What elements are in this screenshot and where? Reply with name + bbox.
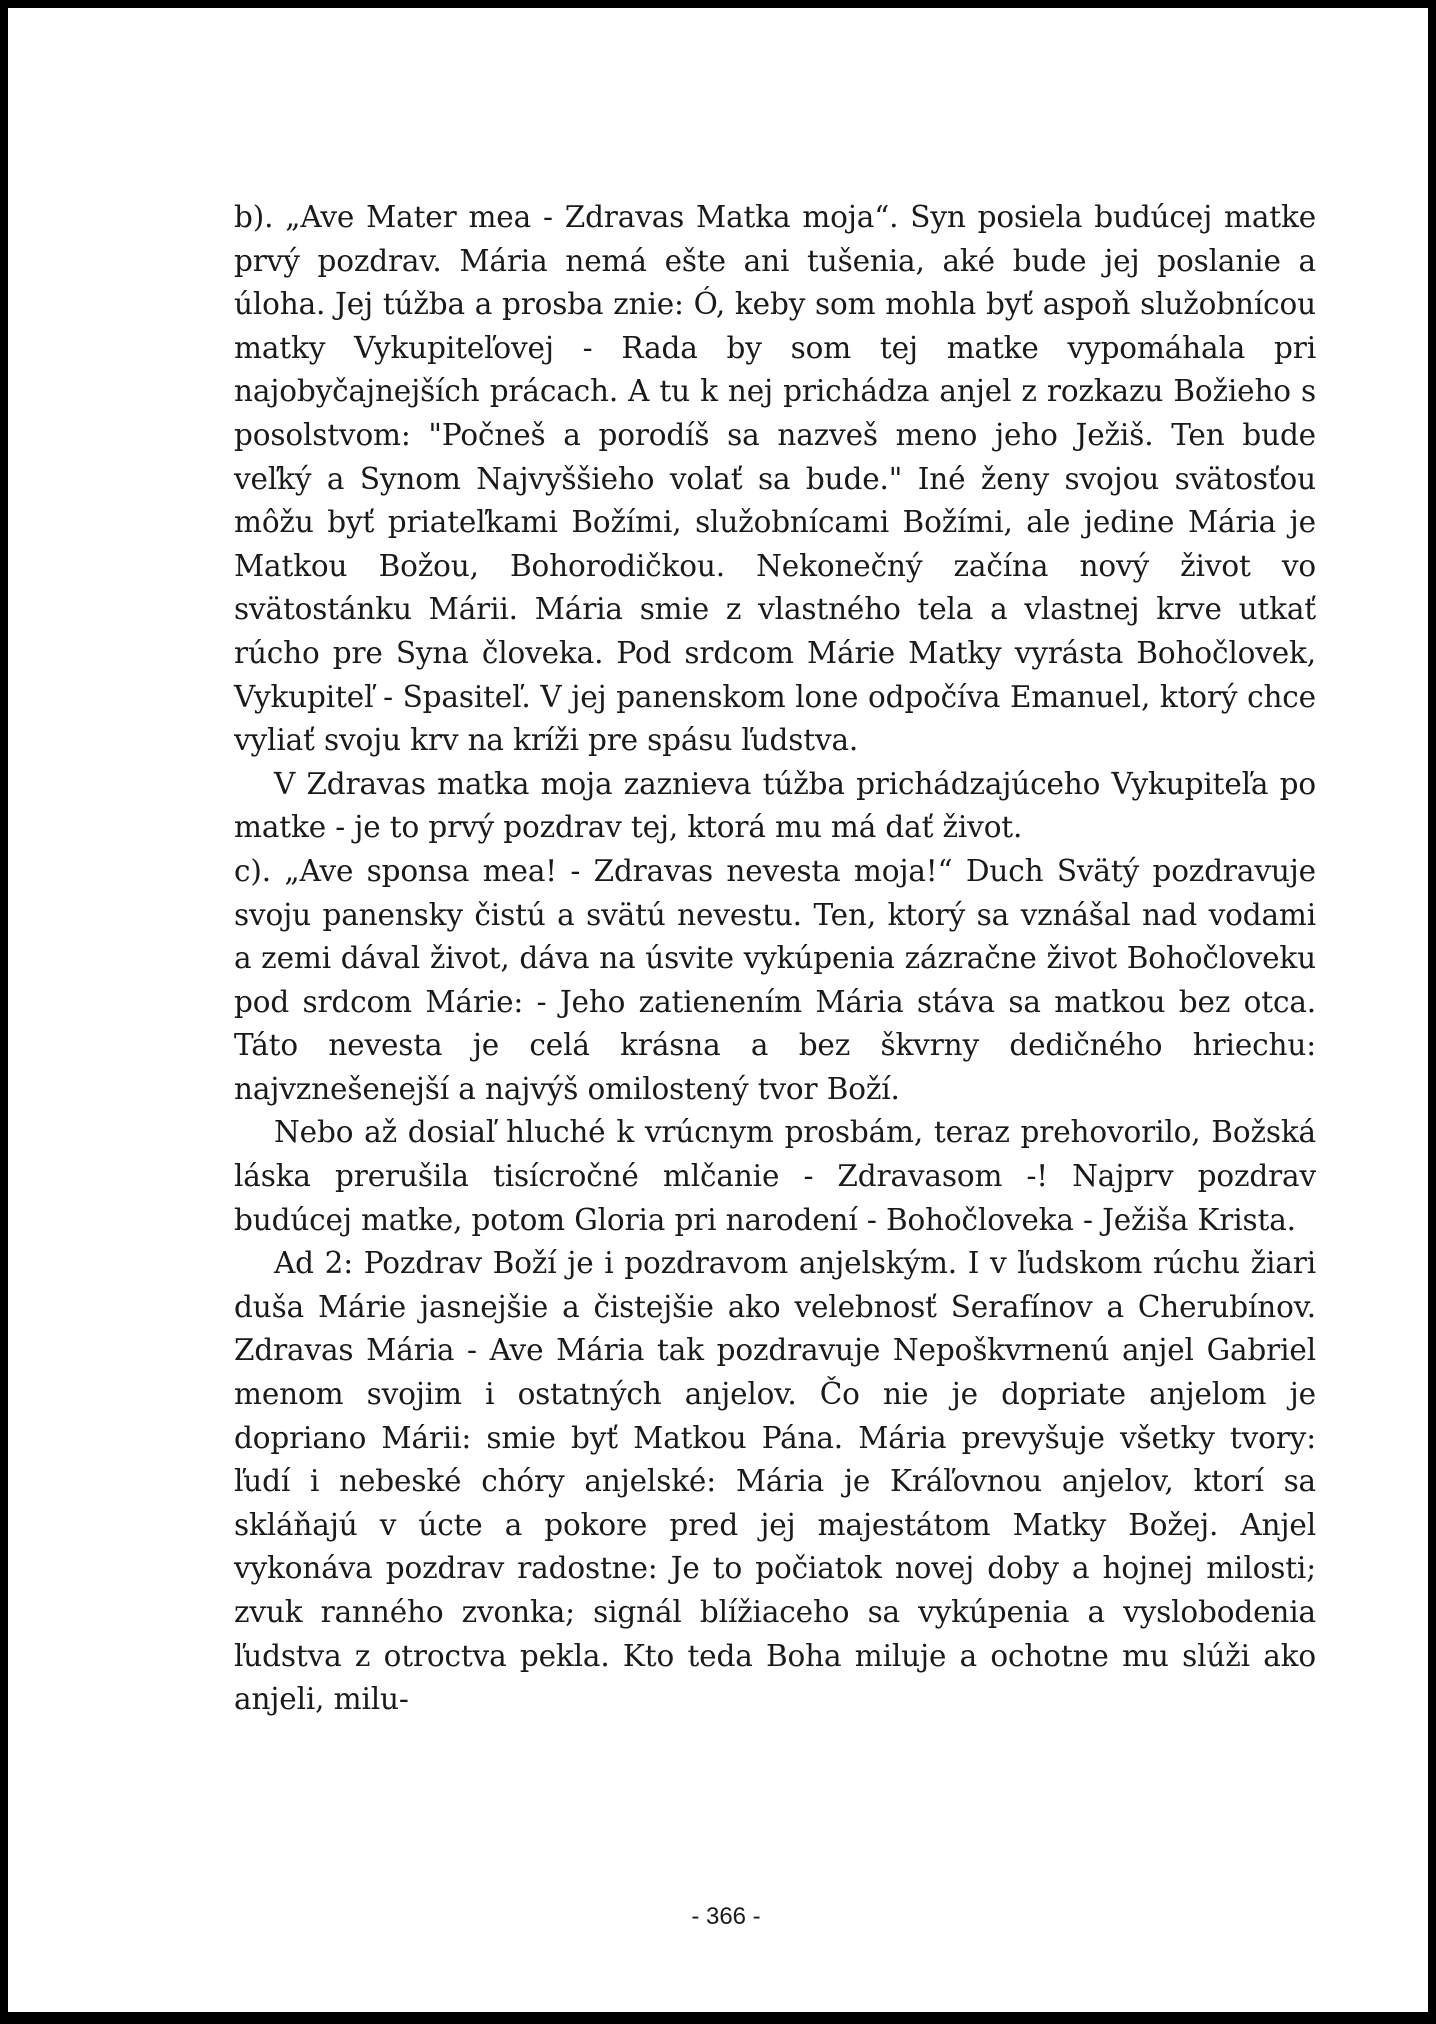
paragraph-zdravas-matka: V Zdravas matka moja zaznieva túžba prichádzajúceho Vykupiteľa po matke - je to prvý pozdrav tej, ktorá mu má dať život. [234, 766, 1316, 845]
paragraph-nebo: Nebo až dosiaľ hluché k vrúcnym prosbám, teraz prehovorilo, Božská láska prerušila tisícročné mlčanie - Zdravasom -! Najprv pozdrav budúcej matke, potom Gloria pri narodení - Bohočloveka - Ježiša Krista. [234, 1115, 1316, 1237]
body-text [234, 196, 1316, 1722]
paragraph-ad-2: Ad 2: Pozdrav Boží je i pozdravom anjelským. I v ľudskom rúchu žiari duša Márie jasnejšie a čistejšie ako velebnosť Serafínov a Cherubínov. Zdravas Mária - Ave Mária tak pozdravuje Nepoškvrnenú anjel Gabriel menom svojim i ostatných anjelov. Čo nie je dopriate anjelom je dopriano Márii: smie byť Matkou Pána. Mária prevyšuje všetky tvory: ľudí i nebeské chóry anjelské: Mária je Kráľovnou anjelov, ktorí sa skláňajú v úcte a pokore pred jej majestátom Matky Božej. Anjel vykonáva pozdrav radostne: Je to počiatok novej doby a hojnej milosti; zvuk ranného zvonka; signál blížiaceho sa vykúpenia a vyslobodenia ľudstva z otroctva pekla. Kto teda Boha miluje a ochotne mu slúži ako anjeli, milu- [234, 1246, 1316, 1717]
paragraph-c: c). „Ave sponsa mea! - Zdravas nevesta moja!“ Duch Svätý pozdravuje svoju panensky čistú a svätú nevestu. Ten, ktorý sa vznášal nad vodami a zemi dával život, dáva na úsvite vykúpenia zázračne život Bohočloveku pod srdcom Márie: - Jeho zatienením Mária stáva sa matkou bez otca. Táto nevesta je celá krásna a bez škvrny dedičného hriechu: najvznešenejší a najvýš omilostený tvor Boží. [234, 853, 1316, 1106]
paragraph-b: b). „Ave Mater mea - Zdravas Matka moja“. Syn posiela budúcej matke prvý pozdrav. Mária nemá ešte ani tušenia, aké bude jej poslanie a úloha. Jej túžba a prosba znie: Ó, keby som mohla byť aspoň služobnícou matky Vykupiteľovej - Rada by som tej matke vypomáhala pri najobyčajnejších prácach. A tu k nej prichádza anjel z rozkazu Božieho s posolstvom: "Počneš a porodíš sa nazveš meno jeho Ježiš. Ten bude veľký a Synom Najvyššieho volať sa bude." Iné ženy svojou svätosťou môžu byť priateľkami Božími, služobnícami Božími, ale jedine Mária je Matkou Božou, Bohorodičkou. Nekonečný začína nový život vo svätostánku Márii. Mária smie z vlastného tela a vlastnej krve utkať rúcho pre Syna človeka. Pod srdcom Márie Matky vyrásta Bohočlovek, Vykupiteľ - Spasiteľ. V jej panenskom lone odpočíva Emanuel, ktorý chce vyliať svoju krv na kríži pre spásu ľudstva. [234, 200, 1316, 758]
page-number: - 366 - [691, 1903, 761, 1930]
